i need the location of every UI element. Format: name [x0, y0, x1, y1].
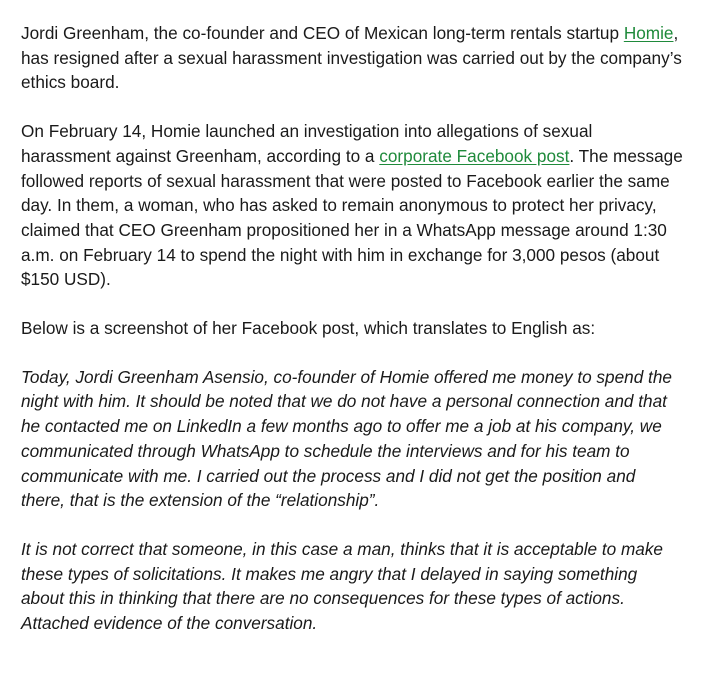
- paragraph-investigation-text-end: . The message followed reports of sexual harassment that were posted to Facebook earlier the same day. In them, a woman, who has asked to remain anonymous to protect her privacy, claimed that CEO Greenham propositioned her in a WhatsApp message around 1:30 a.m. on February 14 to spend the night with him in exchange for 3,000 pesos (about $150 USD).: [21, 145, 683, 290]
- paragraph-investigation-text-start: On February 14, Homie launched an investigation into allegations of sexual harassment against Greenham, according to a: [21, 121, 593, 166]
- paragraph-translation-intro: Below is a screenshot of her Facebook post, which translates to English as:: [21, 318, 596, 339]
- paragraph-investigation: [21, 119, 683, 292]
- corporate-facebook-post-link[interactable]: corporate Facebook post: [379, 145, 570, 166]
- quote-paragraph-1: Today, Jordi Greenham Asensio, co-founder of Homie offered me money to spend the night with him. It should be noted that we do not have a personal connection and that he contacted me on LinkedIn a few months ago to offer me a job at his company, we communicated through WhatsApp to schedule the interviews and for his team to communicate with me. I carried out the process and I did not get the position and there, that is the extension of the “relationship”.: [21, 366, 672, 511]
- homie-link[interactable]: Homie: [623, 23, 674, 43]
- paragraph-intro-text-end: , has resigned after a sexual harassment investigation was carried out by the company’s ethics board.: [21, 23, 682, 93]
- paragraph-intro: [21, 21, 683, 95]
- quote-paragraph-2: It is not correct that someone, in this case a man, thinks that it is acceptable to make these types of solicitations. It makes me angry that I delayed in saying something about this in thinking that there are no consequences for these types of actions. Attached evidence of the conversation.: [21, 538, 663, 634]
- paragraph-intro-text-start: Jordi Greenham, the co-founder and CEO of Mexican long-term rentals startup: [21, 23, 624, 43]
